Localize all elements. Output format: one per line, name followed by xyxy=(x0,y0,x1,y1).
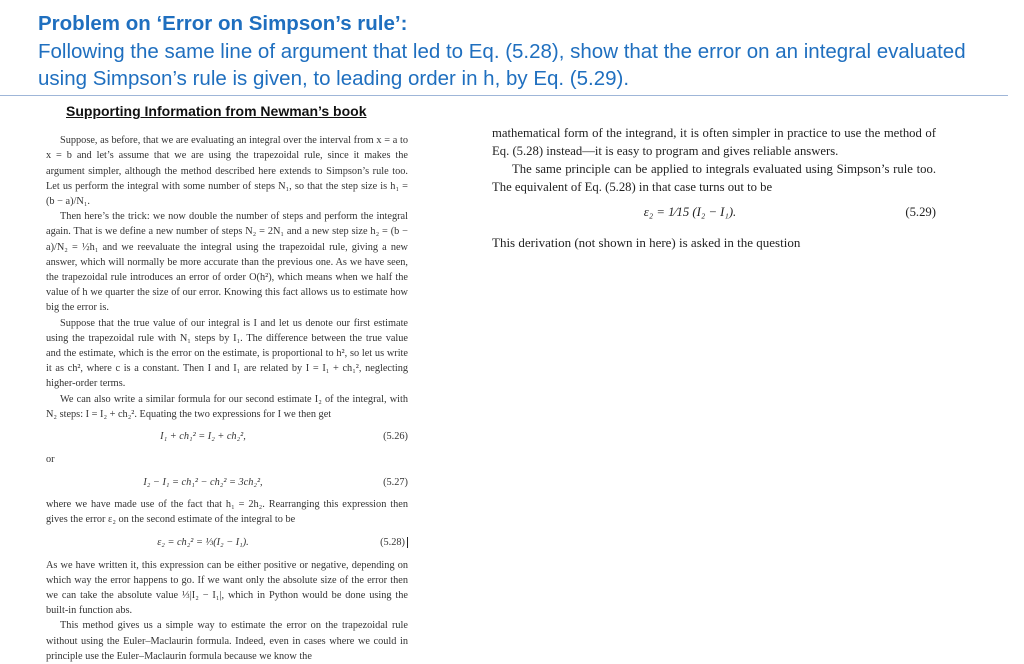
excerpt-paragraph-7: This method gives us a simple way to estimate the error on the trapezoidal rule without using the Euler–Maclaurin formula. Indeed, even in cases where we could in principle use the Euler–Maclaurin formula because we know the xyxy=(46,620,408,662)
book-excerpt-right xyxy=(492,124,936,252)
equation-5-29-body: ε₂ = 1⁄15 (I₂ − I₁). xyxy=(643,205,737,219)
excerpt-paragraph-2: Then here’s the trick: we now double the number of steps and perform the integral again. That is we define a new number of steps N₂ = 2N₁ and a new step size h₂ = (b − a)/N₂ = ½h₁ and we reevaluate the integral using the trapezoidal rule, giving a new answer, which will normally be more accurate than the previous one. As we have seen, the trapezoidal rule introduces an error of order O(h²), which means when we half the value of h we quarter the size of our error. Knowing this fact allows us to estimate how big the error is. xyxy=(46,211,408,314)
equation-5-28-number xyxy=(360,535,408,550)
excerpt-paragraph-1: Suppose, as before, that we are evaluating an integral over the interval from x = a to x = b and let’s assume that we are using the trapezoidal rule, since it makes the argument simpler, although the method described here extends to Simpson’s rule too. Let us perform the integral with some number of steps N₁, so that the step size is h₁ = (b − a)/N₁. xyxy=(46,135,408,208)
excerpt-paragraph-4: We can also write a similar formula for our second estimate I₂ of the integral, with N₂ steps: I = I₂ + ch₂². Equating the two expressions for I we then get xyxy=(46,393,408,420)
right-paragraph-2: The same principle can be applied to integrals evaluated using Simpson’s rule too. The equivalent of Eq. (5.28) in that case turns out to be xyxy=(492,162,936,194)
equation-5-27 xyxy=(46,471,408,493)
equation-5-28 xyxy=(46,532,408,554)
slide-title: Problem on ‘Error on Simpson’s rule’: xyxy=(38,12,408,35)
equation-5-28-body: ε₂ = ch₂² = ⅓(I₂ − I₁). xyxy=(157,537,249,549)
excerpt-paragraph-5: where we have made use of the fact that h₁ = 2h₂. Rearranging this expression then gives the error ε₂ on the second estimate of the integral to be xyxy=(46,499,408,526)
equation-5-28-number-text: (5.28) xyxy=(380,537,408,548)
equation-5-26-body: I₁ + ch₁² = I₂ + ch₂², xyxy=(160,431,246,443)
equation-5-29 xyxy=(492,200,936,224)
equation-5-27-body: I₂ − I₁ = ch₁² − ch₂² = 3ch₂², xyxy=(143,476,263,488)
equation-5-26 xyxy=(46,426,408,448)
slide-header xyxy=(38,10,1008,92)
or-label: or xyxy=(46,454,55,466)
supporting-info-heading: Supporting Information from Newman’s book xyxy=(66,103,367,119)
derivation-note: This derivation (not shown in here) is asked in the question xyxy=(492,235,801,250)
equation-5-26-number: (5.26) xyxy=(383,431,408,443)
excerpt-paragraph-3: Suppose that the true value of our integral is I and let us denote our first estimate using the trapezoidal rule with N₁ steps by I₁. The difference between the true value and the estimate, which is the error on the estimate, is proportional to h², so let us write it as ch², where c is a constant. Then I and I₁ are related by I = I₁ + ch₁², neglecting higher-order terms. xyxy=(46,317,408,390)
excerpt-paragraph-6: As we have written it, this expression can be either positive or negative, depending on which way the error happens to go. If we want only the absolute size of the error then we can take the absolute value ⅓|I₂ − I₁|, which in Python would be done using the built-in function abs. xyxy=(46,559,408,617)
right-paragraph-1: mathematical form of the integrand, it is often simpler in practice to use the method of Eq. (5.28) instead—it is easy to program and gives reliable answers. xyxy=(492,126,936,158)
equation-5-29-number: (5.29) xyxy=(905,205,936,219)
book-excerpt-left xyxy=(46,104,408,664)
equation-5-27-number: (5.27) xyxy=(383,476,408,488)
header-divider xyxy=(0,95,1008,96)
problem-statement: Following the same line of argument that led to Eq. (5.28), show that the error on an integral evaluated using Simpson’s rule is given, to leading order in h, by Eq. (5.29). xyxy=(38,40,966,90)
